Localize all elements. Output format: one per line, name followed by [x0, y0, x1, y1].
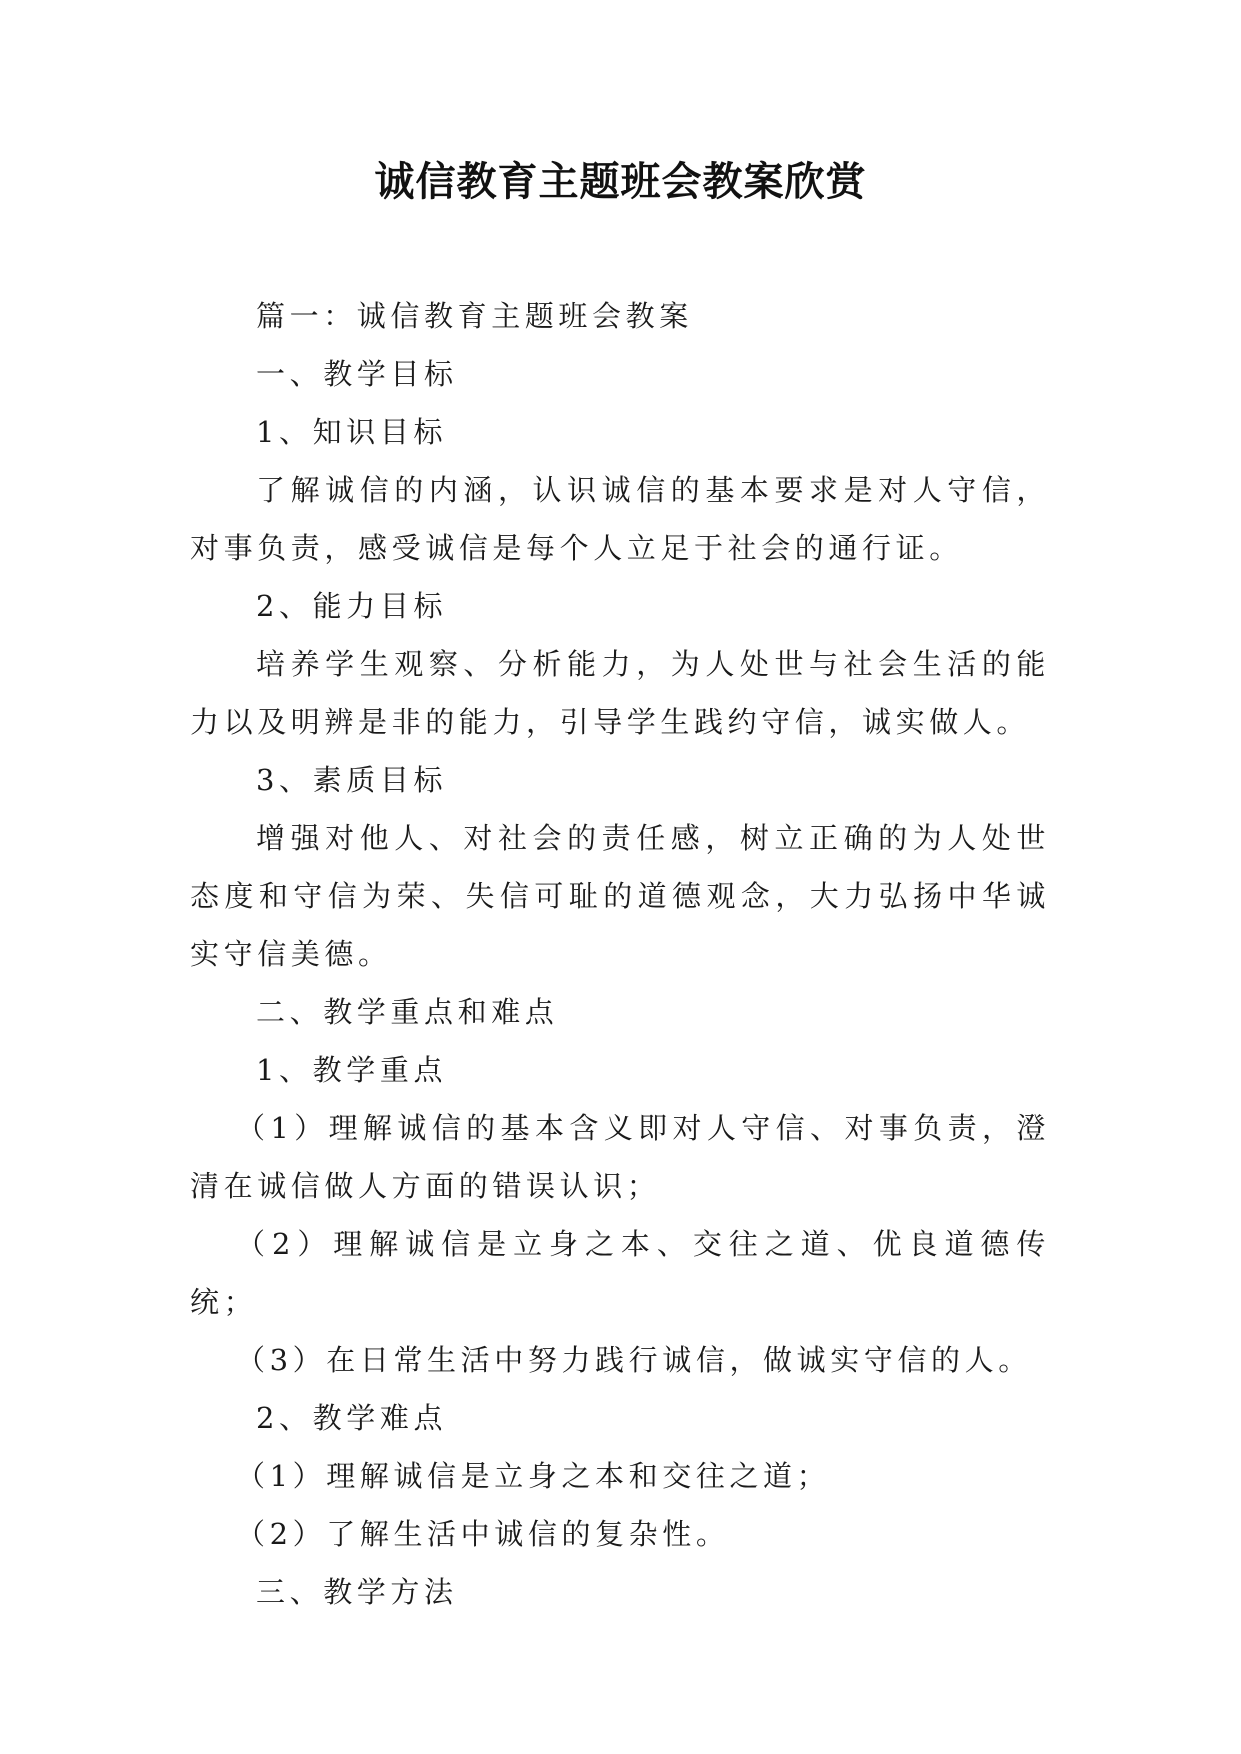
- list-item-focus-3: （3）在日常生活中努力践行诚信，做诚实守信的人。: [236, 1343, 1032, 1377]
- paragraph-ability-goals: 培养学生观察、分析能力，为人处世与社会生活的能力以及明辨是非的能力，引导学生践约守信，诚实做人。: [190, 647, 1050, 739]
- list-item-focus-1: （1）理解诚信的基本含义即对人守信、对事负责，澄清在诚信做人方面的错误认识；: [190, 1111, 1050, 1203]
- subheading-quality-goals: 3、素质目标: [256, 763, 448, 797]
- subheading-knowledge-goals: 1、知识目标: [256, 415, 448, 449]
- section-heading-teaching-methods: 三、教学方法: [256, 1575, 458, 1609]
- list-item-difficulty-2: （2）了解生活中诚信的复杂性。: [236, 1517, 730, 1551]
- paragraph-knowledge-goals: 了解诚信的内涵，认识诚信的基本要求是对人守信，对事负责，感受诚信是每个人立足于社会的通行证。: [190, 473, 1050, 565]
- section-heading-key-points: 二、教学重点和难点: [256, 995, 559, 1029]
- section-heading-part-one: 篇一：诚信教育主题班会教案: [256, 299, 693, 333]
- document-body: [190, 287, 1050, 1621]
- subheading-teaching-difficulty: 2、教学难点: [256, 1401, 448, 1435]
- document-title: 诚信教育主题班会教案欣赏: [374, 159, 867, 205]
- subheading-teaching-focus: 1、教学重点: [256, 1053, 448, 1087]
- list-item-difficulty-1: （1）理解诚信是立身之本和交往之道；: [236, 1459, 831, 1493]
- paragraph-quality-goals: 增强对他人、对社会的责任感，树立正确的为人处世态度和守信为荣、失信可耻的道德观念，大力弘扬中华诚实守信美德。: [190, 821, 1050, 971]
- list-item-focus-2: （2）理解诚信是立身之本、交往之道、优良道德传统；: [190, 1227, 1050, 1319]
- subheading-ability-goals: 2、能力目标: [256, 589, 448, 623]
- section-heading-teaching-goals: 一、教学目标: [256, 357, 458, 391]
